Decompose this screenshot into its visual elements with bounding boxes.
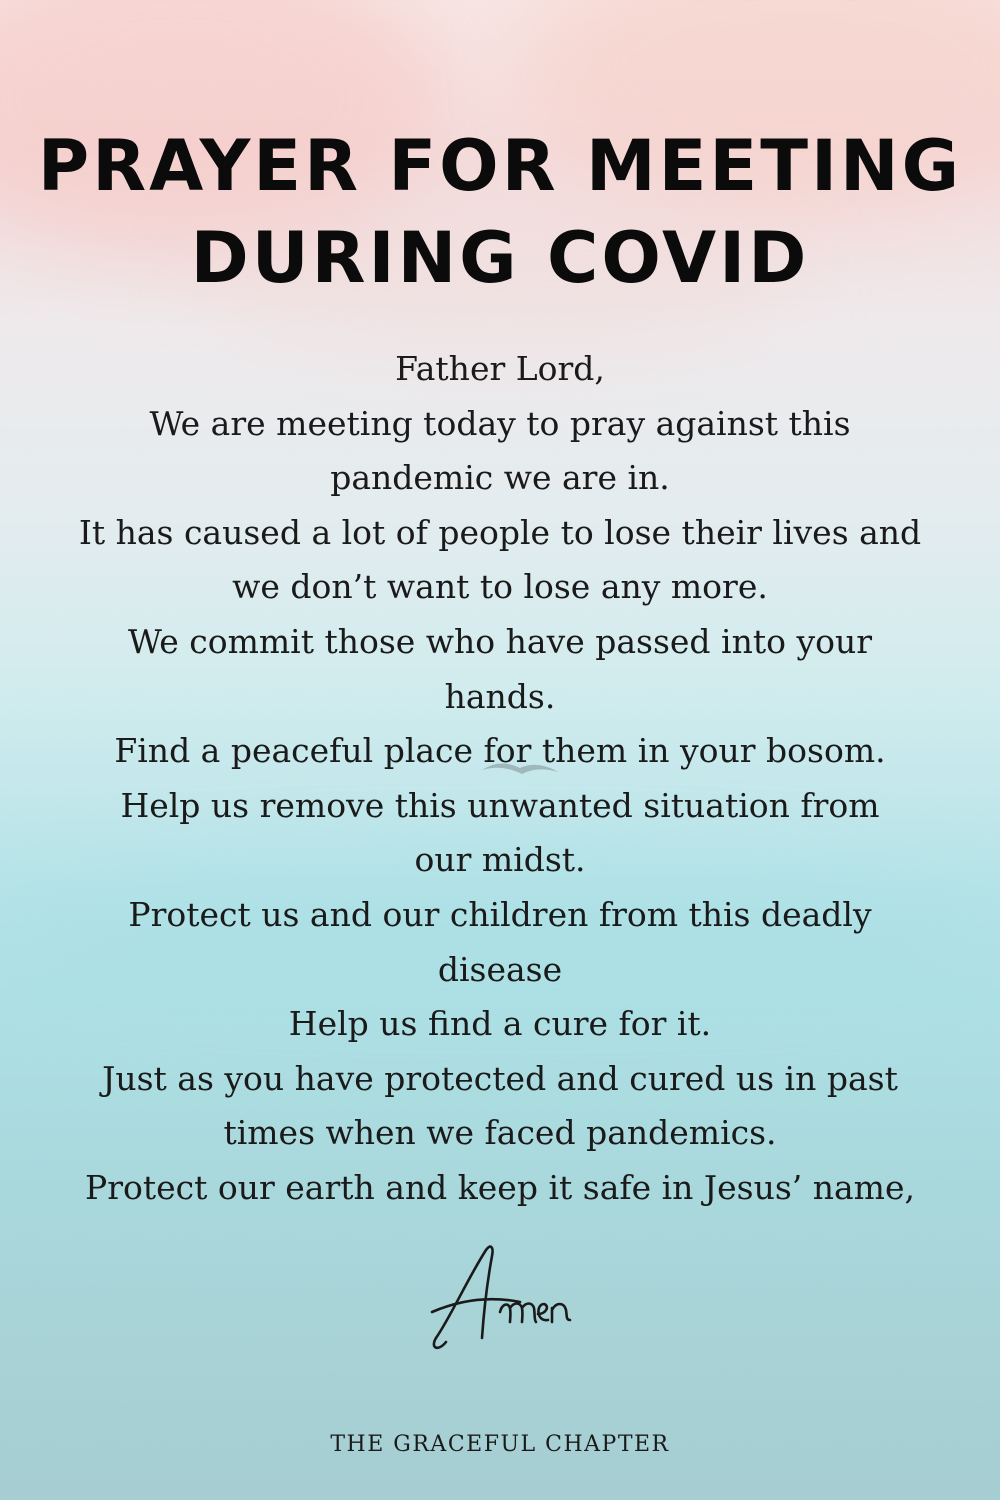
page-title [0,120,1000,304]
prayer-line: pandemic we are in. [330,458,670,498]
prayer-line: Find a peaceful place for them in your bosom. [114,731,886,771]
prayer-line: We are meeting today to pray against this [149,403,851,443]
title-line-1: PRAYER FOR MEETING [37,125,963,207]
prayer-line: disease [437,949,563,989]
prayer-line: We commit those who have passed into your [127,621,873,661]
prayer-line: times when we faced pandemics. [223,1113,777,1153]
prayer-line: hands. [444,676,556,716]
prayer-line: It has caused a lot of people to lose their lives and [78,512,922,552]
prayer-line: our midst. [414,840,586,880]
prayer-line: we don’t want to lose any more. [232,567,768,607]
prayer-line: Protect our earth and keep it safe in Jesus’ name, [85,1167,915,1207]
prayer-line: Help us find a cure for it. [288,1004,712,1044]
prayer-line: Help us remove this unwanted situation from [120,785,880,825]
bird-icon [480,752,560,782]
prayer-line: Father Lord, [395,349,605,388]
brand-footer: THE GRACEFUL CHAPTER [330,1432,670,1457]
title-line-2: DURING COVID [190,217,810,299]
amen-signature [0,1238,1000,1358]
prayer-line: Protect us and our children from this deadly [128,894,872,934]
prayer-line: Just as you have protected and cured us in past [102,1058,898,1098]
